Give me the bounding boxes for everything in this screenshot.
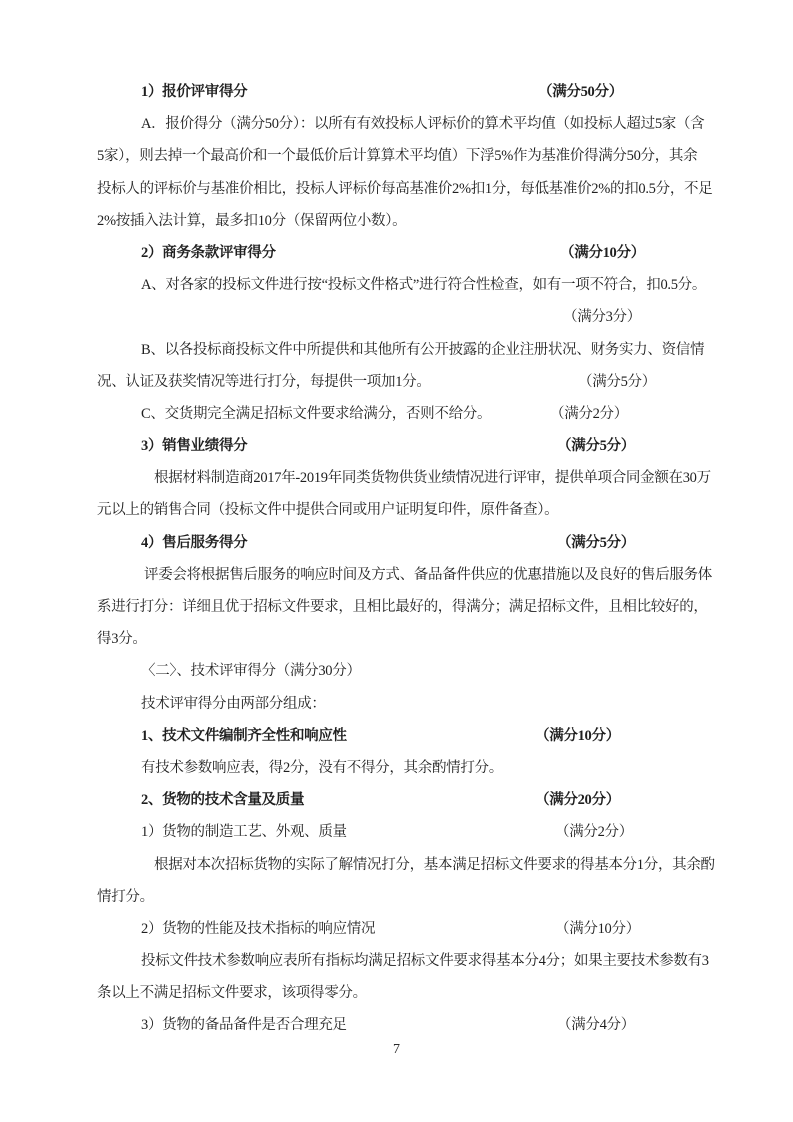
score-label: （满分2分） (550, 405, 628, 422)
doc-line-text: 条以上不满足招标文件要求，该项得零分。 (97, 985, 367, 1002)
doc-line (97, 173, 717, 205)
doc-line-text: 根据对本次招标货物的实际了解情况打分，基本满足招标文件要求的得基本分1分，其余酌 (154, 856, 715, 873)
doc-line (97, 623, 717, 655)
doc-line-text: 1、技术文件编制齐全性和响应性 (141, 727, 347, 744)
doc-line-text: 4）售后服务得分 (141, 534, 248, 551)
doc-line (97, 140, 717, 172)
doc-line-text: 2）货物的性能及技术指标的响应情况 (141, 920, 376, 937)
doc-line (97, 913, 717, 945)
doc-line (97, 269, 717, 301)
doc-line-text: 技术评审得分由两部分组成： (141, 695, 326, 712)
score-label: （满分3分） (563, 309, 641, 326)
doc-line-text: 系进行打分：详细且优于招标文件要求，且相比最好的，得满分；满足招标文件，且相比较好的， (97, 599, 708, 615)
doc-heading-line (97, 76, 717, 108)
doc-line-text: A、对各家的投标文件进行按“投标文件格式”进行符合性检查，如有一项不符合，扣0.5分。 (141, 277, 707, 294)
doc-line-text: 元以上的销售合同（投标文件中提供合同或用户证明复印件，原件备查）。 (97, 502, 559, 519)
score-label: （满分20分） (535, 792, 620, 809)
doc-line (97, 462, 717, 494)
doc-line (97, 881, 717, 913)
score-label: （满分10分） (560, 244, 645, 261)
doc-line (97, 301, 717, 333)
doc-heading-line (97, 720, 717, 752)
doc-line-text: 3）销售业绩得分 (141, 438, 248, 455)
doc-line-text: 2%按插入法计算，最多扣10分（保留两位小数）。 (97, 212, 407, 229)
doc-line-text: 有技术参数响应表，得2分，没有不得分，其余酌情打分。 (141, 759, 503, 776)
score-label: （满分4分） (557, 1017, 635, 1034)
doc-line-text: 投标文件技术参数响应表所有指标均满足招标文件要求得基本分4分；如果主要技术参数有3 (141, 953, 709, 970)
score-label: （满分5分） (557, 534, 635, 551)
doc-line-text: A．报价得分（满分50分）：以所有有效投标人评标价的算术平均值（如投标人超过5家（含 (141, 116, 705, 133)
score-label: （满分2分） (555, 824, 633, 841)
score-label: （满分10分） (535, 727, 620, 744)
doc-line (97, 398, 717, 430)
doc-line (97, 366, 717, 398)
doc-line-text: 〈二〉、技术评审得分（满分30分） (141, 663, 361, 680)
doc-line (97, 816, 717, 848)
score-label: （满分50分） (538, 84, 623, 100)
doc-line-text: C、交货期完全满足招标文件要求给满分，否则不给分。 (141, 405, 492, 422)
doc-line-text: 1）货物的制造工艺、外观、质量 (141, 824, 347, 841)
doc-line (97, 1009, 717, 1041)
doc-line (97, 688, 717, 720)
doc-line (97, 334, 717, 366)
doc-line-text: 况、认证及获奖情况等进行打分，每提供一项加1分。 (97, 373, 431, 390)
doc-line (97, 655, 717, 687)
doc-line (97, 205, 717, 237)
doc-line-text: 5家），则去掉一个最高价和一个最低价后计算算术平均值）下浮5%作为基准价得满分50分，其余 (97, 148, 698, 165)
score-label: （满分5分） (557, 438, 635, 455)
doc-line (97, 752, 717, 784)
doc-line-text: B、以各投标商投标文件中所提供和其他所有公开披露的企业注册状况、财务实力、资信情 (141, 341, 705, 358)
doc-line (97, 849, 717, 881)
doc-line (97, 945, 717, 977)
doc-line-text: 情打分。 (97, 888, 154, 905)
doc-line-text: 2）商务条款评审得分 (141, 244, 276, 261)
doc-line-text: 3）货物的备品备件是否合理充足 (141, 1017, 347, 1034)
page-number: 7 (393, 1042, 400, 1057)
doc-line (97, 591, 717, 623)
doc-line-text: 1）报价评审得分 (141, 84, 248, 100)
doc-line-text: 2、货物的技术含量及质量 (141, 792, 305, 809)
doc-line (97, 494, 717, 526)
doc-line (97, 559, 717, 591)
doc-line-text: 投标人的评标价与基准价相比，投标人评标价每高基准价2%扣1分，每低基准价2%的扣0.5分，不足 (97, 180, 713, 197)
doc-line-text: 评委会将根据售后服务的响应时间及方式、备品备件供应的优惠措施以及良好的售后服务体 (144, 566, 712, 583)
doc-heading-line (97, 527, 717, 559)
doc-heading-line (97, 784, 717, 816)
doc-line-text: 得3分。 (97, 631, 147, 648)
doc-line (97, 108, 717, 140)
score-label: （满分10分） (555, 920, 640, 937)
doc-line (97, 977, 717, 1009)
doc-heading-line (97, 430, 717, 462)
doc-line-text: 根据材料制造商2017年-2019年同类货物供货业绩情况进行评审，提供单项合同金额在30万 (154, 470, 711, 487)
document-body (97, 76, 717, 1042)
doc-heading-line (97, 237, 717, 269)
score-label: （满分5分） (578, 373, 656, 390)
